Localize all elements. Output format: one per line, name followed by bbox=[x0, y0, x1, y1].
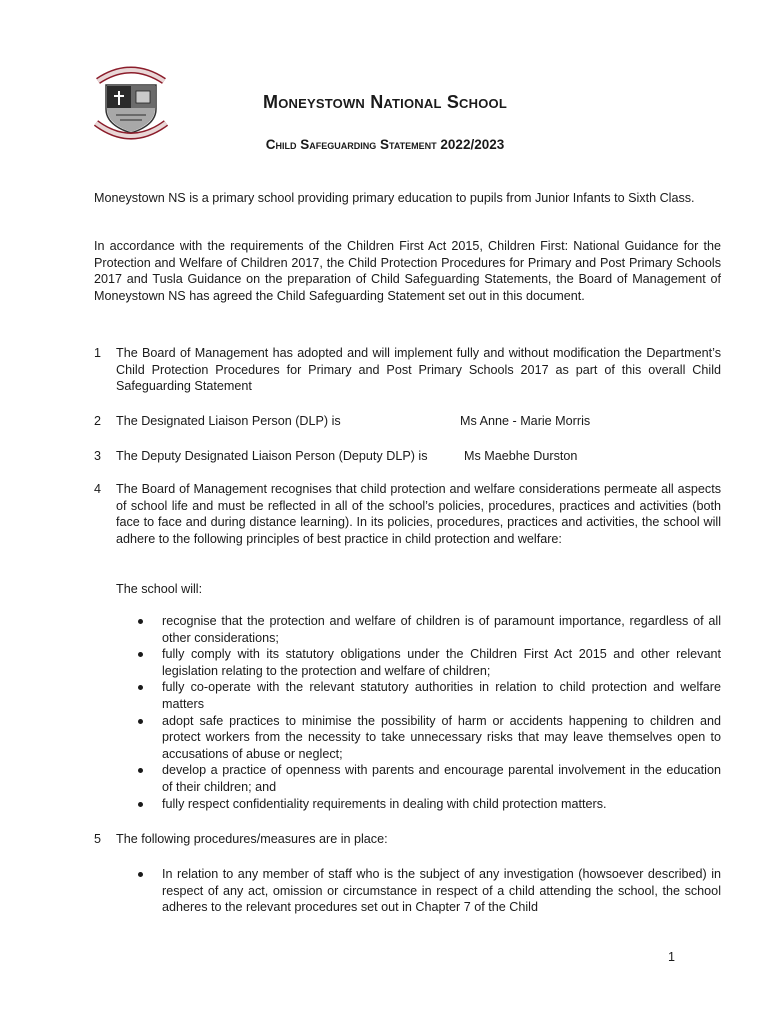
item-number: 1 bbox=[94, 346, 102, 360]
item-text: The Board of Management has adopted and will implement fully and without modification the Department’s Child Protection Procedures for Primary and Post Primary Schools 2017 as part of this overall Child Safeguarding Statement bbox=[116, 346, 721, 394]
page-subtitle: Child Safeguarding Statement 2022/2023 bbox=[265, 137, 505, 152]
list-item-text: In relation to any member of staff who is the subject of any investigation (howsoever described) in respect of any act, omission or circumstance in respect of a child attending the school, the school adheres to the relevant procedures set out in Chapter 7 of the Child bbox=[162, 867, 721, 915]
list-item-text: recognise that the protection and welfare of children is of paramount importance, regardless of all other considerations; bbox=[162, 614, 721, 645]
intro-paragraph-2: In accordance with the requirements of the Children First Act 2015, Children First: National Guidance for the Protection and Welfare of Children 2017, the Child Protection Procedures for Primary and Post Primary Schools 2017 and Tusla Guidance on the preparation of Child Safeguarding Statements, the Board of Management of Moneystown NS has agreed the Child Safeguarding Statement set out in this document. bbox=[94, 239, 721, 303]
list-item bbox=[116, 646, 721, 679]
list-item-text: develop a practice of openness with parents and encourage parental involvement in the education of their children; and bbox=[162, 763, 721, 794]
procedures-list bbox=[116, 866, 721, 916]
intro-paragraph-1: Moneystown NS is a primary school providing primary education to pupils from Junior Infants to Sixth Class. bbox=[94, 191, 695, 205]
page-number: 1 bbox=[668, 950, 676, 964]
bullet-icon bbox=[138, 619, 143, 624]
list-item-text: fully comply with its statutory obligations under the Children First Act 2015 and other relevant legislation relating to the protection and welfare of children; bbox=[162, 647, 721, 678]
list-item bbox=[116, 613, 721, 646]
item-number: 4 bbox=[94, 482, 102, 496]
bullet-icon bbox=[138, 802, 143, 807]
list-item-text: adopt safe practices to minimise the possibility of harm or accidents happening to children and protect workers from the necessity to take unnecessary risks that may leave themselves open to accusations of abuse or neglect; bbox=[162, 713, 721, 761]
bullet-icon bbox=[138, 685, 143, 690]
bullet-icon bbox=[138, 872, 143, 877]
bullet-icon bbox=[138, 719, 143, 724]
bullet-icon bbox=[138, 768, 143, 773]
page-title: Moneystown National School bbox=[263, 92, 507, 112]
list-item-text: fully respect confidentiality requirements in dealing with child protection matters. bbox=[162, 796, 607, 811]
list-item bbox=[116, 713, 721, 763]
list-item bbox=[116, 762, 721, 795]
list-item bbox=[116, 679, 721, 712]
list-item-text: fully co-operate with the relevant statutory authorities in relation to child protection and welfare matters bbox=[162, 680, 721, 711]
item-number: 5 bbox=[94, 832, 102, 846]
dlp-label: The Designated Liaison Person (DLP) is bbox=[116, 414, 341, 428]
dlp-name: Ms Anne - Marie Morris bbox=[460, 414, 591, 428]
item-text: The following procedures/measures are in place: bbox=[116, 832, 388, 846]
deputy-dlp-label: The Deputy Designated Liaison Person (Deputy DLP) is bbox=[116, 449, 428, 463]
principles-list bbox=[116, 613, 721, 812]
list-item bbox=[116, 796, 721, 813]
deputy-dlp-name: Ms Maebhe Durston bbox=[464, 449, 578, 463]
item-text: The Board of Management recognises that child protection and welfare considerations permeate all aspects of school life and must be reflected in all of the school’s policies, procedures, practices and activities (both face to face and during distance learning). In its policies, procedures, practices and activities, the school will adhere to the following principles of best practice in child protection and welfare: bbox=[116, 482, 721, 546]
item-number: 3 bbox=[94, 449, 102, 463]
school-will-heading: The school will: bbox=[116, 582, 203, 596]
item-number: 2 bbox=[94, 414, 102, 428]
list-item bbox=[116, 866, 721, 916]
bullet-icon bbox=[138, 652, 143, 657]
